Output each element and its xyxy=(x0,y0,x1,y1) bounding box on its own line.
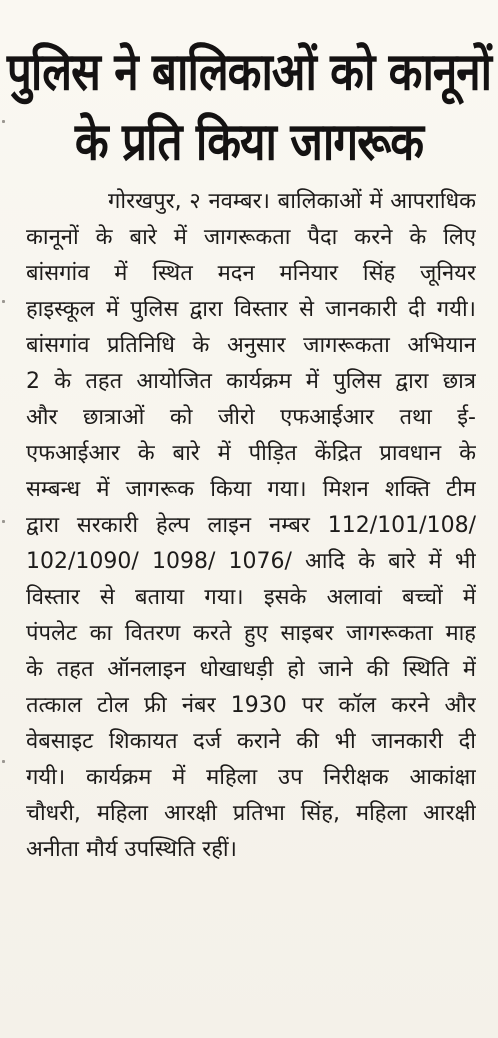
scan-edge-mark xyxy=(2,520,5,523)
headline-line-2: के प्रति किया जागरूक xyxy=(74,112,424,173)
article-line: द्वारा सरकारी हेल्प लाइन नम्बर 112/101/108/ xyxy=(26,513,476,538)
article-line: और छात्राओं को जीरो एफआईआर तथा ई- xyxy=(26,405,476,430)
article-line: एफआईआर के बारे में पीड़ित केंद्रित प्रावधान के xyxy=(26,441,476,466)
article-line: हाइस्कूल में पुलिस द्वारा विस्तार से जानकारी दी गयी। xyxy=(26,297,476,322)
article-line: बांसगांव प्रतिनिधि के अनुसार जागरूकता अभियान xyxy=(26,333,476,358)
scan-edge-mark xyxy=(2,300,5,303)
article-line: अनीता मौर्य उपस्थिति रहीं। xyxy=(26,837,237,862)
article-line: कानूनों के बारे में जागरूकता पैदा करने के लिए xyxy=(26,225,476,250)
article-line: के तहत ऑनलाइन धोखाधड़ी हो जाने की स्थिति में xyxy=(26,657,476,682)
article-line: गोरखपुर, २ नवम्बर। बालिकाओं में आपराधिक xyxy=(108,189,476,214)
article-line: पंपलेट का वितरण करते हुए साइबर जागरूकता माह xyxy=(26,621,476,646)
article-line: विस्तार से बताया गया। इसके अलावां बच्चों में xyxy=(26,585,476,610)
article-line: तत्काल टोल फ्री नंबर 1930 पर कॉल करने और xyxy=(26,693,476,718)
article-line: सम्बन्ध में जागरूक किया गया। मिशन शक्ति टीम xyxy=(26,477,476,502)
article-line: 2 के तहत आयोजित कार्यक्रम में पुलिस द्वारा छात्र xyxy=(26,369,476,394)
article-line: बांसगांव में स्थित मदन मनियार सिंह जूनियर xyxy=(26,261,476,286)
article-line: चौधरी, महिला आरक्षी प्रतिभा सिंह, महिला आरक्षी xyxy=(26,801,476,826)
article-line: 102/1090/ 1098/ 1076/ आदि के बारे में भी xyxy=(26,549,476,574)
article-line: गयी। कार्यक्रम में महिला उप निरीक्षक आकांक्षा xyxy=(26,765,476,790)
scan-edge-mark xyxy=(2,760,5,763)
headline-line-1: पुलिस ने बालिकाओं को कानूनों xyxy=(6,42,492,103)
article-line: वेबसाइट शिकायत दर्ज कराने की भी जानकारी दी xyxy=(26,729,476,754)
